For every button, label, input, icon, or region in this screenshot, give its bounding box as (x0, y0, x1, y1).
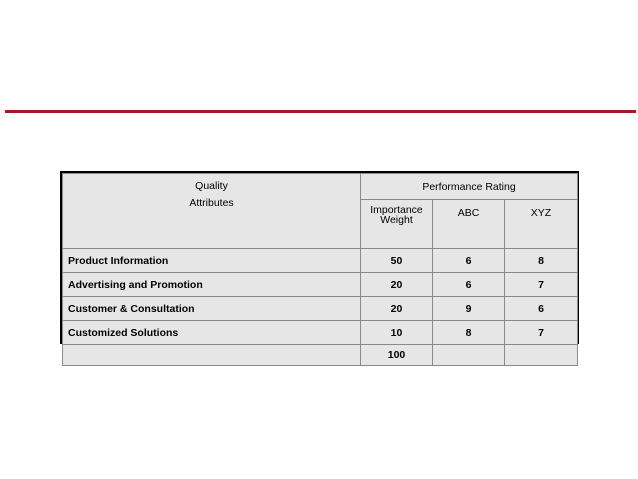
abc-cell: 8 (433, 321, 505, 345)
total-weight-cell: 100 (361, 345, 433, 366)
abc-cell: 6 (433, 249, 505, 273)
importance-header-line2: Weight (380, 214, 413, 226)
total-row (63, 345, 578, 366)
total-label-cell (63, 345, 361, 366)
xyz-cell: 6 (505, 297, 578, 321)
xyz-cell: 8 (505, 249, 578, 273)
quality-header-line2: Attributes (189, 197, 234, 209)
xyz-header: XYZ (505, 200, 578, 249)
xyz-cell: 7 (505, 273, 578, 297)
weight-cell: 20 (361, 297, 433, 321)
rating-table-frame (60, 171, 579, 361)
performance-rating-header: Performance Rating (361, 174, 578, 200)
table-row (63, 297, 578, 321)
importance-header-line1: Importance (370, 204, 423, 216)
table-row (63, 321, 578, 345)
title-divider-rule (5, 110, 636, 113)
weight-cell: 50 (361, 249, 433, 273)
total-empty-cell (505, 345, 578, 366)
quality-attributes-header (63, 174, 361, 249)
abc-cell: 9 (433, 297, 505, 321)
attribute-cell: Product Information (63, 249, 361, 273)
attribute-cell: Customized Solutions (63, 321, 361, 345)
rating-table (62, 173, 578, 366)
table-row (63, 249, 578, 273)
table-row (63, 273, 578, 297)
total-empty-cell (433, 345, 505, 366)
quality-header-line1: Quality (195, 180, 228, 192)
attribute-cell: Advertising and Promotion (63, 273, 361, 297)
abc-cell: 6 (433, 273, 505, 297)
attribute-cell: Customer & Consultation (63, 297, 361, 321)
xyz-cell: 7 (505, 321, 578, 345)
importance-weight-header (361, 200, 433, 249)
weight-cell: 10 (361, 321, 433, 345)
abc-header: ABC (433, 200, 505, 249)
weight-cell: 20 (361, 273, 433, 297)
